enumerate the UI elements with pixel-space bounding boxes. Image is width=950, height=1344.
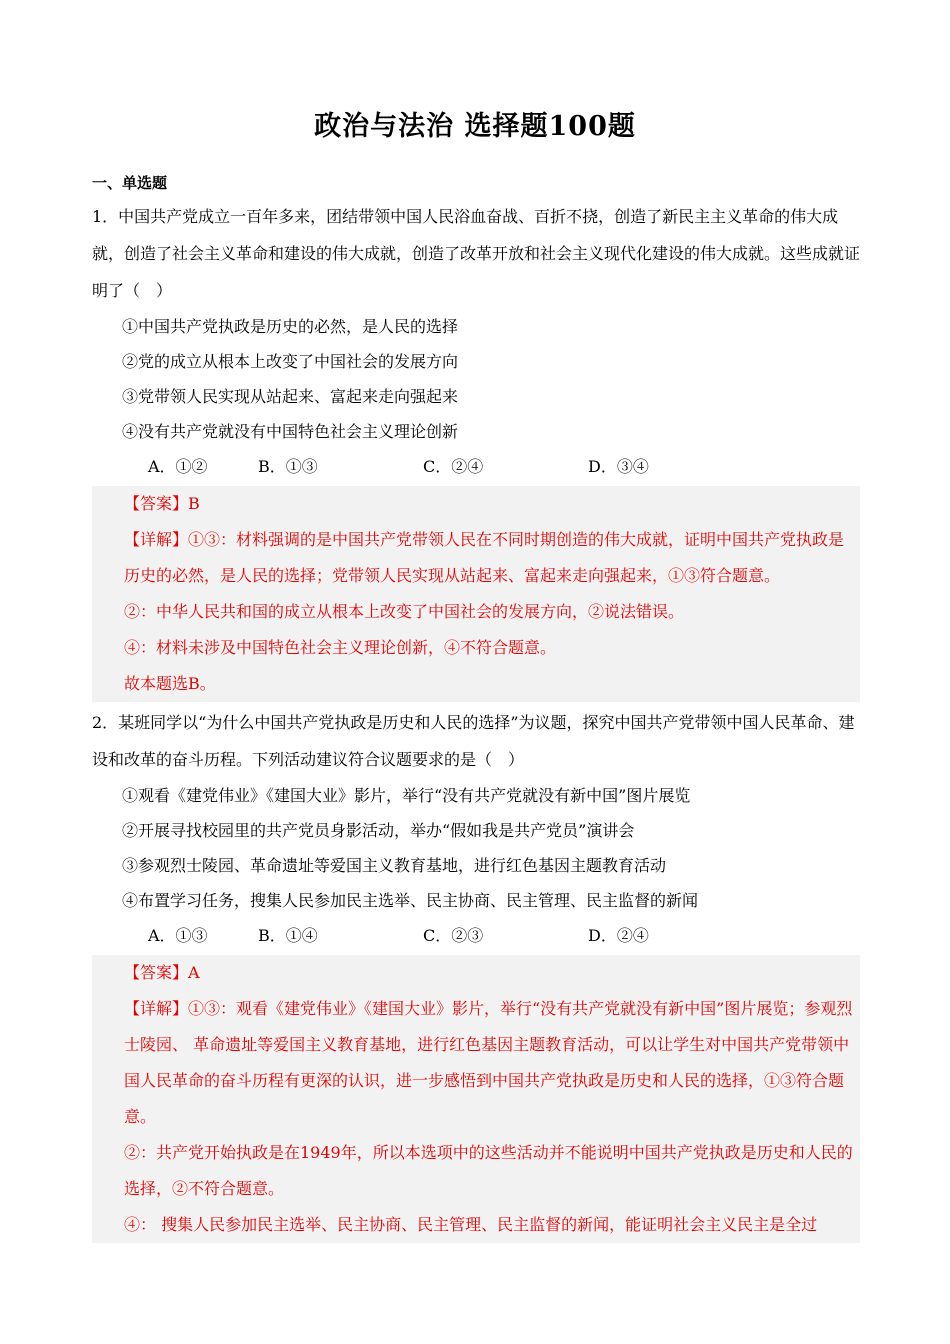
document-body [92, 198, 860, 1245]
question-1-option: ①中国共产党执政是历史的必然，是人民的选择 [122, 317, 459, 336]
choice-b: B．①④ [258, 926, 318, 945]
question-1-option: ④没有共产党就没有中国特色社会主义理论创新 [122, 422, 459, 441]
choice-b: B．①③ [258, 457, 318, 476]
explanation-paragraph: 故本题选B。 [124, 674, 216, 693]
answer-label: 【答案】B [124, 494, 200, 513]
question-1-answer-box [92, 486, 860, 702]
question-2-choices [92, 918, 860, 953]
question-1-option: ③党带领人民实现从站起来、富起来走向强起来 [122, 387, 459, 406]
choice-a: A．①② [148, 457, 208, 476]
question-1-option: ②党的成立从根本上改变了中国社会的发展方向 [122, 352, 459, 371]
explanation-paragraph: ②：共产党开始执政是在1949年，所以本选项中的这些活动并不能说明中国共产党执政是历史和人民的选择，②不符合题意。 [124, 1143, 853, 1198]
question-2-stem: 2．某班同学以“为什么中国共产党执政是历史和人民的选择”为议题，探究中国共产党带领中国人民革命、建设和改革的奋斗历程。下列活动建议符合议题要求的是（ ） [92, 713, 855, 769]
answer-label: 【答案】A [124, 963, 200, 982]
explanation-paragraph: 【详解】①③：观看《建党伟业》《建国大业》影片，举行“没有共产党就没有新中国”图片展览；参观烈士陵园、 革命遗址等爱国主义教育基地，进行红色基因主题教育活动，可以让学生对中国共产党带领中国人民革命的奋斗历程有更深的认识，进一步感悟到中国共产党执政是历史和人民的选择，①③符合题意。 [124, 999, 853, 1126]
choice-d: D．③④ [588, 457, 649, 476]
page-title: 政治与法治 选择题100题 [314, 111, 636, 142]
choice-c: C．②④ [423, 457, 484, 476]
question-1-choices [92, 449, 860, 484]
explanation-paragraph: 【详解】①③：材料强调的是中国共产党带领人民在不同时期创造的伟大成就，证明中国共产党执政是历史的必然，是人民的选择；党带领人民实现从站起来、富起来走向强起来，①③符合题意。 [124, 530, 845, 585]
explanation-paragraph: ④： 搜集人民参加民主选举、民主协商、民主管理、民主监督的新闻，能证明社会主义民主是全过 [124, 1215, 818, 1234]
section-heading: 一、单选题 [92, 174, 168, 192]
explanation-paragraph: ②：中华人民共和国的成立从根本上改变了中国社会的发展方向，②说法错误。 [124, 602, 685, 621]
question-2-option: ③参观烈士陵园、革命遗址等爱国主义教育基地，进行红色基因主题教育活动 [122, 856, 667, 875]
choice-d: D．②④ [588, 926, 649, 945]
question-1-stem: 1．中国共产党成立一百年多来，团结带领中国人民浴血奋战、百折不挠，创造了新民主主义革命的伟大成就，创造了社会主义革命和建设的伟大成就，创造了改革开放和社会主义现代化建设的伟大成就。这些成就证明了（ ） [92, 207, 861, 300]
explanation-paragraph: ④：材料未涉及中国特色社会主义理论创新，④不符合题意。 [124, 638, 557, 657]
question-2-option: ④布置学习任务，搜集人民参加民主选举、民主协商、民主管理、民主监督的新闻 [122, 891, 699, 910]
question-2-option: ①观看《建党伟业》《建国大业》影片，举行“没有共产党就没有新中国”图片展览 [122, 786, 691, 805]
question-2-answer-box [92, 955, 860, 1243]
choice-c: C．②③ [423, 926, 484, 945]
choice-a: A．①③ [148, 926, 208, 945]
question-2-option: ②开展寻找校园里的共产党员身影活动，举办“假如我是共产党员”演讲会 [122, 821, 635, 840]
